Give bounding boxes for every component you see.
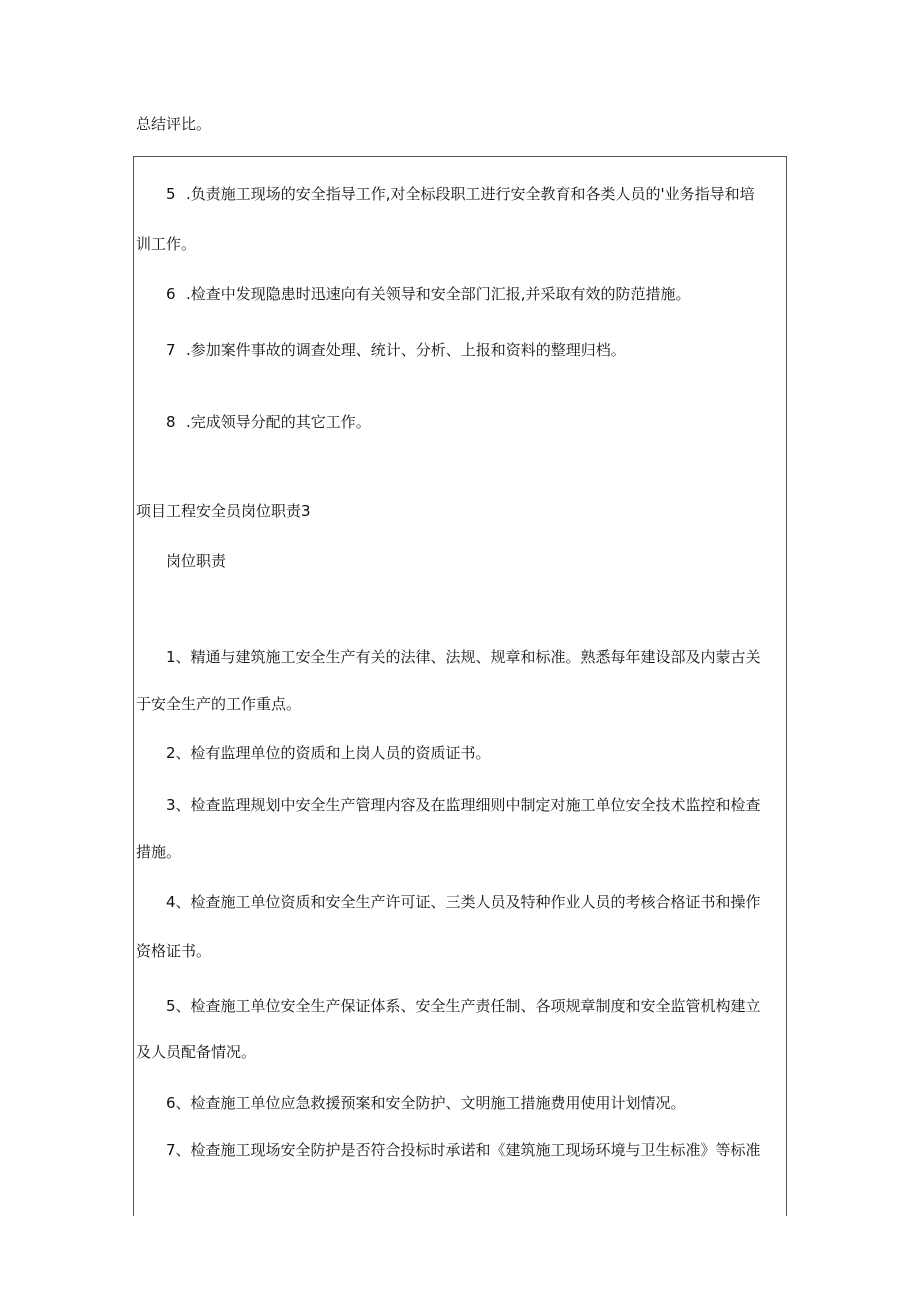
item-number: 6 xyxy=(166,285,176,303)
item-number: 5 xyxy=(166,185,176,203)
list-item: 2、检有监理单位的资质和上岗人员的资质证书。 xyxy=(166,744,491,762)
item-text: .参加案件事故的调查处理、统计、分析、上报和资料的整理归档。 xyxy=(186,341,626,359)
list-item-continuation: 资格证书。 xyxy=(136,942,212,960)
list-item-continuation: 训工作。 xyxy=(136,235,197,253)
item-number: 7 xyxy=(166,341,176,359)
list-item xyxy=(166,340,626,360)
continuation-text: 总结评比。 xyxy=(136,115,212,133)
item-text: .完成领导分配的其它工作。 xyxy=(186,413,371,431)
section-title: 项目工程安全员岗位职责3 xyxy=(136,502,311,520)
list-item: 3、检查监理规划中安全生产管理内容及在监理细则中制定对施工单位安全技术监控和检查 xyxy=(166,796,761,814)
list-item: 7、检查施工现场安全防护是否符合投标时承诺和《建筑施工现场环境与卫生标准》等标准 xyxy=(166,1141,761,1159)
list-item: 1、精通与建筑施工安全生产有关的法律、法规、规章和标准。熟悉每年建设部及内蒙古关 xyxy=(166,648,761,666)
list-item xyxy=(166,412,371,432)
list-item: 6、检查施工单位应急救援预案和安全防护、文明施工措施费用使用计划情况。 xyxy=(166,1094,686,1112)
subheading: 岗位职责 xyxy=(166,552,227,570)
item-text: .负责施工现场的安全指导工作,对全标段职工进行安全教育和各类人员的'业务指导和培 xyxy=(186,185,755,203)
list-item-continuation: 及人员配备情况。 xyxy=(136,1043,257,1061)
item-number: 8 xyxy=(166,413,176,431)
list-item xyxy=(166,284,691,304)
list-item-continuation: 措施。 xyxy=(136,843,182,861)
list-item-continuation: 于安全生产的工作重点。 xyxy=(136,695,302,713)
item-text: .检查中发现隐患时迅速向有关领导和安全部门汇报,并采取有效的防范措施。 xyxy=(186,285,691,303)
list-item xyxy=(166,184,755,204)
list-item: 4、检查施工单位资质和安全生产许可证、三类人员及特种作业人员的考核合格证书和操作 xyxy=(166,893,761,911)
list-item: 5、检查施工单位安全生产保证体系、安全生产责任制、各项规章制度和安全监管机构建立 xyxy=(166,997,761,1015)
